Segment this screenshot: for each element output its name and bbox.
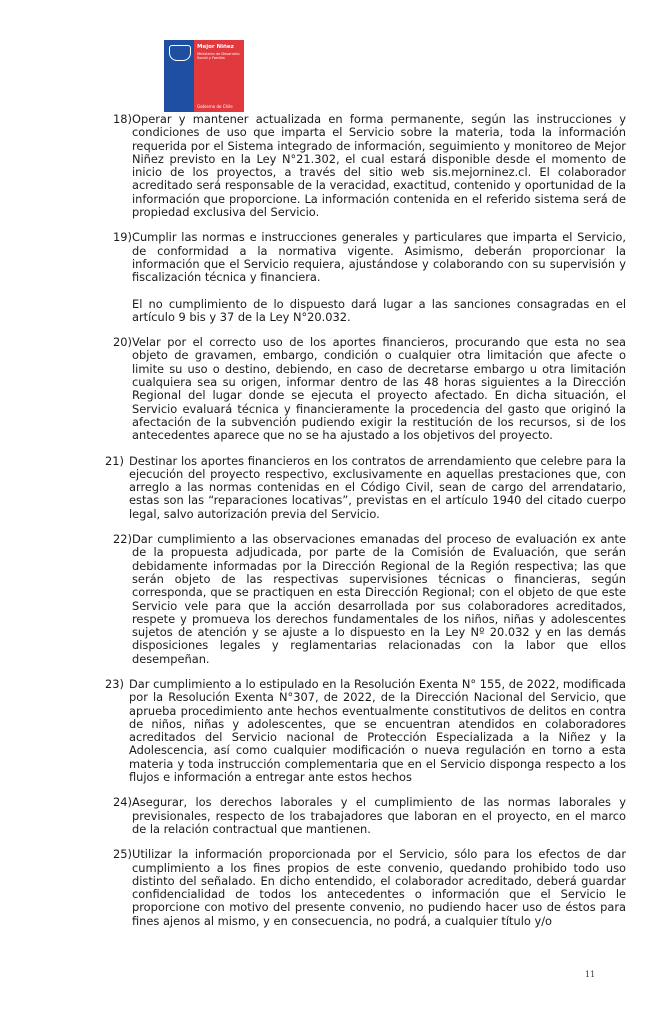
item-number: 22)	[113, 532, 132, 547]
logo-red-panel	[194, 40, 244, 112]
list-item-23	[105, 678, 626, 784]
item-paragraph: Destinar los aportes financieros en los contratos de arrendamiento que celebre para la ejecución del proyecto respectivo, exclusivamente en aquellas prestaciones que, con arreglo a las normas contenidas en el Código Civil, sean de cargo del arrendatario, estas son las “reparaciones locativas”, previstas en el artículo 1940 del citado cuerpo legal, salvo autorización previa del Servicio.	[129, 453, 626, 521]
logo-footer: Gobierno de Chile	[197, 104, 233, 109]
document-body	[105, 112, 626, 940]
item-paragraph: Utilizar la información proporcionada por el Servicio, sólo para los efectos de dar cumplimiento a los fines propios de este convenio, quedando prohibido todo uso distinto del señalado. En dicho entendido, el colaborador acreditado, deberá guardar confidencialidad de todos los antecedentes o información que el Servicio le proporcione con motivo del presente convenio, no pudiendo hacer uso de éstos para fines ajenos al mismo, y en consecuencia, no podrá, a cualquier título y/o	[132, 847, 626, 928]
item-number: 19)	[113, 230, 132, 245]
logo-title: Mejor Niñez	[197, 44, 234, 50]
item-paragraph: Operar y mantener actualizada en forma permanente, según las instrucciones y condiciones de uso que imparta el Servicio sobre la materia, toda la información requerida por el Sistema integrado de información, seguimiento y monitoreo de Mejor Niñez previsto en la Ley N°21.302, el cual estará disponible desde el momento de inicio de los proyectos, a través del sitio web sis.mejorninez.cl. El colaborador acreditado será responsable de la veracidad, exactitud, contenido y oportunidad de la información que proporcione. La información contenida en el referido sistema será de propiedad exclusiva del Servicio.	[132, 112, 626, 220]
list-item-22	[113, 533, 626, 666]
item-paragraph: Cumplir las normas e instrucciones generales y particulares que imparta el Servicio, de conformidad a la normativa vigente. Asimismo, deberán proporcionar la información que el Servicio requiera, ajustándose y colaborando con su supervisión y fiscalización técnica y financiera.	[132, 230, 626, 285]
list-item-18	[113, 113, 626, 219]
list-item-24	[113, 796, 626, 836]
item-paragraph: Velar por el correcto uso de los aportes financieros, procurando que esta no sea objeto de gravamen, embargo, condición o cualquier otra limitación que afecte o limite su uso o destino, debiendo, en caso de decretarse embargo u otra limitación cualquiera sea su origen, informar dentro de las 48 horas siguientes a la Dirección Regional del lugar donde se ejecuta el proyecto afectado. En dicha situación, el Servicio evaluará técnica y financieramente la procedencia del gasto que originó la afectación de la subvención pudiendo exigir la restitución de los recursos, si de los antecedentes aparece que no se ha ajustado a los objetivos del proyecto.	[132, 335, 626, 443]
mejor-ninez-logo	[164, 40, 244, 112]
item-number: 21)	[105, 453, 124, 468]
item-number: 20)	[113, 335, 132, 350]
item-paragraph: Dar cumplimiento a lo estipulado en la Resolución Exenta N° 155, de 2022, modificada por la Resolución Exenta N°307, de 2022, de la Dirección Nacional del Servicio, que aprueba procedimiento ante hechos eventualmente constitutivos de delitos en contra de niños, niñas y adolescentes, que se encuentran atendidos en colaboradores acreditados del Servicio nacional de Protección Especializada a la Niñez y la Adolescencia, así como cualquier modificación o nueva regulación en torno a esta materia y toda instrucción complementaria que en el Servicio disponga respecto a los flujos e información a entregar ante estos hechos	[129, 676, 626, 785]
logo-subtitle: Ministerio de Desarrollo Social y Familia	[197, 52, 240, 61]
list-item-19	[113, 231, 626, 324]
item-paragraph: El no cumplimiento de lo dispuesto dará lugar a las sanciones consagradas en el artículo 9 bis y 37 de la Ley N°20.032.	[132, 296, 626, 324]
item-number: 24)	[113, 795, 132, 810]
list-item-20	[113, 336, 626, 442]
list-item-21	[105, 455, 626, 521]
logo-blue-panel	[164, 40, 194, 112]
item-number: 23)	[105, 676, 124, 691]
coat-of-arms-icon	[169, 45, 191, 61]
item-number: 25)	[113, 847, 132, 862]
item-paragraph: Dar cumplimiento a las observaciones emanadas del proceso de evaluación ex ante de la propuesta adjudicada, por parte de la Comisión de Evaluación, que serán debidamente informadas por la Dirección Regional de la Región respectiva; las que serán objeto de las respectivas supervisiones técnicas o financieras, según corresponda, que se practiquen en esta Dirección Regional; con el objeto de que este Servicio vele para que la acción desarrollada por sus colaboradores acreditados, respete y promueva los derechos fundamentales de los niños, niñas y adolescentes sujetos de atención y se ajuste a lo dispuesto en la Ley Nº 20.032 y en las demás disposiciones legales y reglamentarias relacionadas con la labor que ellos desempeñan.	[132, 532, 626, 666]
page-number: 11	[585, 970, 596, 979]
list-item-25	[113, 848, 626, 928]
item-number: 18)	[113, 112, 132, 126]
item-paragraph: Asegurar, los derechos laborales y el cumplimiento de las normas laborales y previsionales, respecto de los trabajadores que laboran en el proyecto, en el marco de la relación contractual que mantienen.	[132, 795, 626, 836]
